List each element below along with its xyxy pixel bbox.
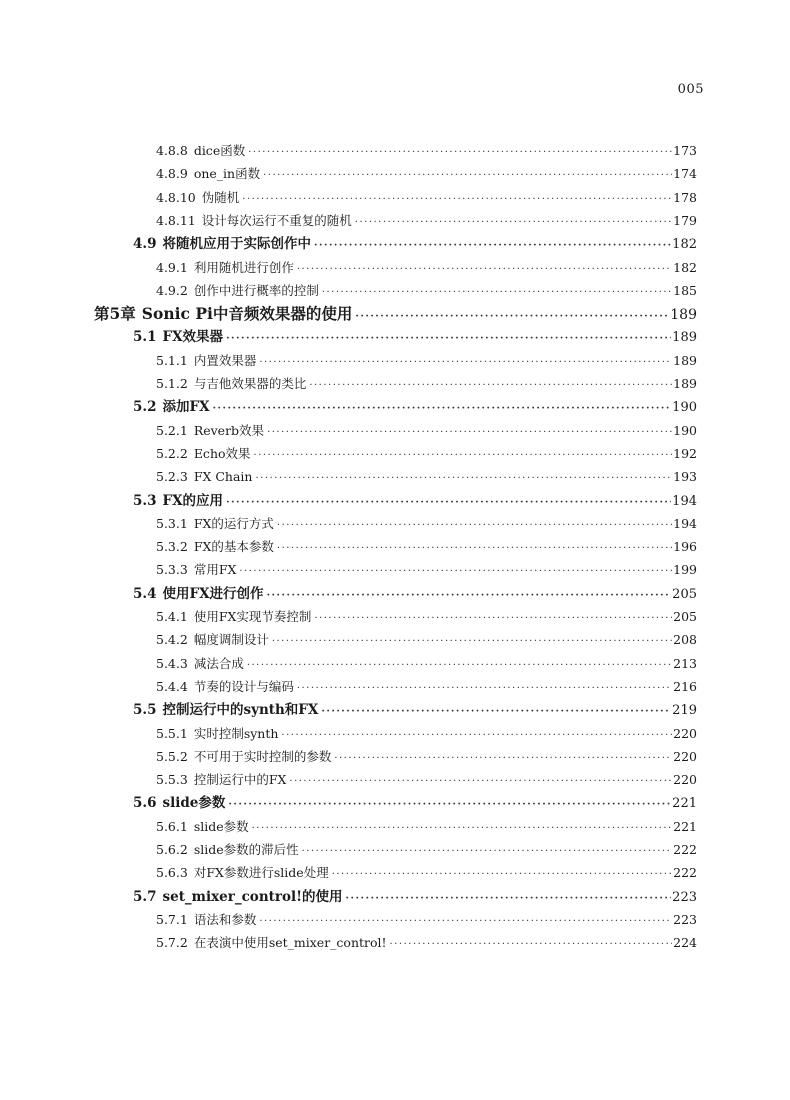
- toc-entry-page: 190: [672, 400, 697, 416]
- toc-entry-label: [156, 722, 281, 746]
- toc-entry-title: 对FX参数进行slide处理: [193, 865, 329, 881]
- toc-entry-title: 创作中进行概率的控制: [193, 282, 319, 298]
- toc-entry-number: 5.5.2: [156, 748, 188, 764]
- toc-entry-sub: [156, 675, 697, 699]
- toc-entry-number: 5.5.3: [156, 772, 188, 788]
- toc-entry-sub: [156, 256, 697, 280]
- toc-entry-section: [133, 698, 697, 722]
- toc-entry-label: [156, 861, 332, 885]
- toc-entry-page: 221: [672, 796, 697, 812]
- toc-entry-number: 5.3.1: [156, 515, 188, 531]
- toc-entry-chapter: [94, 302, 697, 326]
- toc-entry-number: 5.7: [133, 888, 157, 905]
- toc-entry-sub: [156, 512, 697, 536]
- toc-entry-title: FX的基本参数: [193, 539, 274, 555]
- toc-entry-title: 添加FX: [162, 399, 210, 416]
- toc-entry-page: 216: [673, 678, 697, 694]
- toc-entry-title: slide参数: [193, 818, 249, 834]
- toc-entry-number: 5.3.3: [156, 562, 188, 578]
- toc-entry-sub: [156, 535, 697, 559]
- toc-entry-label: [156, 209, 355, 233]
- toc-entry-title: 在表演中使用set_mixer_control!: [193, 935, 387, 951]
- toc-entry-page: 199: [673, 562, 697, 578]
- toc-entry-title: 内置效果器: [193, 352, 257, 368]
- toc-entry-number: 5.1.2: [156, 376, 188, 391]
- toc-entry-sub: [156, 768, 697, 792]
- toc-entry-title: FX的运行方式: [193, 515, 274, 531]
- toc-entry-sub: [156, 605, 697, 629]
- toc-entry-section: [133, 489, 697, 513]
- toc-entry-sub: [156, 442, 697, 466]
- toc-entry-label: [156, 279, 322, 303]
- toc-entry-page: 224: [673, 935, 697, 951]
- toc-entry-page: 190: [673, 422, 697, 438]
- toc-entry-label: [156, 186, 242, 210]
- toc-entry-page: 178: [673, 189, 697, 205]
- toc-entry-page: 222: [673, 842, 697, 857]
- toc-entry-label: [156, 745, 334, 769]
- toc-entry-number: 5.4.3: [156, 655, 188, 671]
- toc-entry-title: FX的应用: [162, 492, 224, 509]
- toc-entry-title: Echo效果: [193, 445, 251, 461]
- toc-entry-page: 220: [673, 725, 697, 741]
- toc-entry-label: [156, 256, 297, 280]
- toc-entry-page: 189: [673, 376, 697, 391]
- toc-entry-number: 4.8.11: [156, 212, 196, 228]
- toc-entry-sub: [156, 139, 697, 163]
- toc-entry-number: 5.4: [133, 585, 157, 602]
- toc-entry-number: 5.1: [133, 329, 157, 346]
- toc-entry-title: slide参数: [162, 795, 226, 812]
- toc-entry-title: FX Chain: [193, 469, 253, 485]
- toc-entry-sub: [156, 628, 697, 652]
- toc-entry-number: 5.4.1: [156, 609, 188, 624]
- toc-entry-title: 与吉他效果器的类比: [193, 376, 307, 391]
- toc-entry-title: 利用随机进行创作: [193, 259, 294, 275]
- toc-entry-page: 223: [672, 889, 697, 905]
- toc-entry-page: 185: [673, 282, 697, 298]
- toc-entry-number: 5.5.1: [156, 725, 188, 741]
- toc-entry-page: 189: [670, 307, 697, 324]
- toc-entry-number: 5.6.2: [156, 842, 188, 857]
- toc-entry-label: [156, 908, 259, 932]
- toc-entry-title: 控制运行中的FX: [193, 772, 287, 788]
- toc-entry-sub: [156, 186, 697, 210]
- toc-entry-number: 4.9: [133, 236, 157, 253]
- toc-entry-number: 5.3: [133, 492, 157, 509]
- toc-entry-title: 不可用于实时控制的参数: [193, 748, 332, 764]
- toc-entry-title: Reverb效果: [193, 422, 265, 438]
- toc-entry-number: 5.4.2: [156, 632, 188, 648]
- toc-entry-section: [133, 232, 697, 256]
- toc-entry-page: 220: [673, 748, 697, 764]
- toc-entry-page: 192: [673, 445, 697, 461]
- toc-entry-sub: [156, 465, 697, 489]
- toc-entry-title: one_in函数: [193, 166, 261, 182]
- toc-entry-page: 189: [672, 330, 697, 346]
- toc-entry-page: 189: [673, 352, 697, 368]
- toc-entry-sub: [156, 209, 697, 233]
- toc-entry-title: dice函数: [193, 143, 246, 158]
- toc-entry-label: [156, 465, 255, 489]
- toc-entry-label: [133, 698, 321, 722]
- page-number: 005: [677, 82, 704, 97]
- toc-entry-number: 4.9.2: [156, 282, 188, 298]
- toc-entry-number: 5.1.1: [156, 352, 188, 368]
- dot-leader: [390, 933, 673, 957]
- toc-entry-title: 使用FX实现节奏控制: [193, 609, 312, 624]
- toc-entry-section: [133, 791, 697, 815]
- toc-entry-page: 223: [673, 911, 697, 927]
- toc-entry-label: [156, 815, 252, 839]
- toc-entry-sub: [156, 838, 697, 862]
- toc-entry-label: [156, 838, 302, 862]
- toc-entry-sub: [156, 162, 697, 186]
- toc-entry-page: 221: [673, 818, 697, 834]
- toc-entry-number: 4.9.1: [156, 259, 188, 275]
- toc-entry-label: [156, 442, 254, 466]
- toc-entry-number: 5.2.1: [156, 422, 188, 438]
- toc-entry-title: 语法和参数: [193, 911, 257, 927]
- toc-entry-number: 4.8.8: [156, 143, 188, 158]
- toc-entry-sub: [156, 908, 697, 932]
- toc-entry-sub: [156, 419, 697, 443]
- toc-entry-title: 将随机应用于实际创作中: [162, 236, 311, 253]
- toc-entry-sub: [156, 722, 697, 746]
- toc-entry-label: [94, 302, 355, 326]
- toc-entry-title: 设计每次运行不重复的随机: [201, 212, 352, 228]
- toc-entry-page: 174: [673, 166, 697, 182]
- toc-entry-page: 182: [673, 259, 697, 275]
- toc-entry-sub: [156, 652, 697, 676]
- toc-entry-page: 194: [672, 493, 697, 509]
- toc-entry-title: set_mixer_control!的使用: [162, 888, 343, 905]
- toc-entry-label: [156, 535, 277, 559]
- toc-entry-sub: [156, 372, 697, 396]
- toc-entry-section: [133, 325, 697, 349]
- toc-entry-page: 173: [673, 143, 697, 158]
- toc-entry-sub: [156, 931, 697, 955]
- toc-entry-section: [133, 395, 697, 419]
- toc-entry-label: [133, 885, 346, 909]
- toc-entry-number: 5.3.2: [156, 539, 188, 555]
- toc-entry-sub: [156, 861, 697, 885]
- toc-entry-label: [156, 931, 390, 955]
- toc-entry-label: [156, 675, 297, 699]
- toc-entry-label: [156, 349, 259, 373]
- toc-entry-title: 使用FX进行创作: [162, 585, 264, 602]
- toc-entry-title: 节奏的设计与编码: [193, 678, 294, 694]
- toc-entry-label: [156, 652, 247, 676]
- toc-entry-number: 5.6.3: [156, 865, 188, 881]
- toc-entry-label: [156, 419, 267, 443]
- toc-entry-sub: [156, 815, 697, 839]
- toc-entry-label: [156, 162, 263, 186]
- toc-entry-sub: [156, 279, 697, 303]
- toc-entry-label: [156, 768, 289, 792]
- toc-entry-label: [133, 395, 213, 419]
- toc-entry-number: 5.2.2: [156, 445, 188, 461]
- toc-entry-number: 5.2: [133, 399, 157, 416]
- toc-entry-label: [156, 605, 314, 629]
- toc-entry-page: 179: [673, 212, 697, 228]
- toc-entry-label: [156, 139, 248, 163]
- toc-entry-title: 控制运行中的synth和FX: [162, 702, 319, 719]
- toc-entry-title: slide参数的滞后性: [193, 842, 299, 857]
- toc-entry-sub: [156, 745, 697, 769]
- toc-entry-number: 5.6.1: [156, 818, 188, 834]
- toc-entry-page: 205: [673, 609, 697, 624]
- toc-entry-page: 194: [673, 515, 697, 531]
- toc-entry-number: 5.7.1: [156, 911, 188, 927]
- toc-entry-number: 5.4.4: [156, 678, 188, 694]
- toc-entry-title: 减法合成: [193, 655, 244, 671]
- toc-entry-number: 第5章: [94, 304, 136, 324]
- toc-entry-page: 193: [673, 469, 697, 485]
- toc-entry-page: 182: [672, 237, 697, 253]
- toc-entry-label: [133, 582, 267, 606]
- toc-entry-sub: [156, 558, 697, 582]
- toc-entry-number: 5.2.3: [156, 469, 188, 485]
- toc-entry-title: Sonic Pi中音频效果器的使用: [141, 304, 353, 324]
- toc-entry-number: 4.8.10: [156, 189, 196, 205]
- toc-entry-label: [156, 558, 239, 582]
- toc-entry-number: 5.6: [133, 795, 157, 812]
- toc-entry-label: [133, 232, 314, 256]
- toc-entry-page: 196: [673, 539, 697, 555]
- toc-entry-label: [156, 512, 277, 536]
- toc-entry-title: 幅度调制设计: [193, 632, 269, 648]
- toc-entry-label: [133, 325, 226, 349]
- toc-entry-page: 213: [673, 655, 697, 671]
- toc-entry-section: [133, 582, 697, 606]
- toc-entry-title: 常用FX: [193, 562, 237, 578]
- toc-entry-label: [133, 791, 228, 815]
- toc-entry-label: [156, 628, 272, 652]
- toc-entry-title: FX效果器: [162, 329, 224, 346]
- toc-entry-section: [133, 885, 697, 909]
- toc-entry-label: [133, 489, 226, 513]
- toc-entry-sub: [156, 349, 697, 373]
- toc-entry-label: [156, 372, 309, 396]
- toc-entry-title: 伪随机: [201, 189, 240, 205]
- toc-entry-page: 219: [672, 703, 697, 719]
- toc-entry-page: 220: [673, 772, 697, 788]
- toc-entry-page: 208: [673, 632, 697, 648]
- toc-entry-page: 205: [672, 586, 697, 602]
- toc-entry-number: 4.8.9: [156, 166, 188, 182]
- toc-entry-number: 5.5: [133, 702, 157, 719]
- toc-entry-number: 5.7.2: [156, 935, 188, 951]
- toc-entry-title: 实时控制synth: [193, 725, 279, 741]
- toc-entry-page: 222: [673, 865, 697, 881]
